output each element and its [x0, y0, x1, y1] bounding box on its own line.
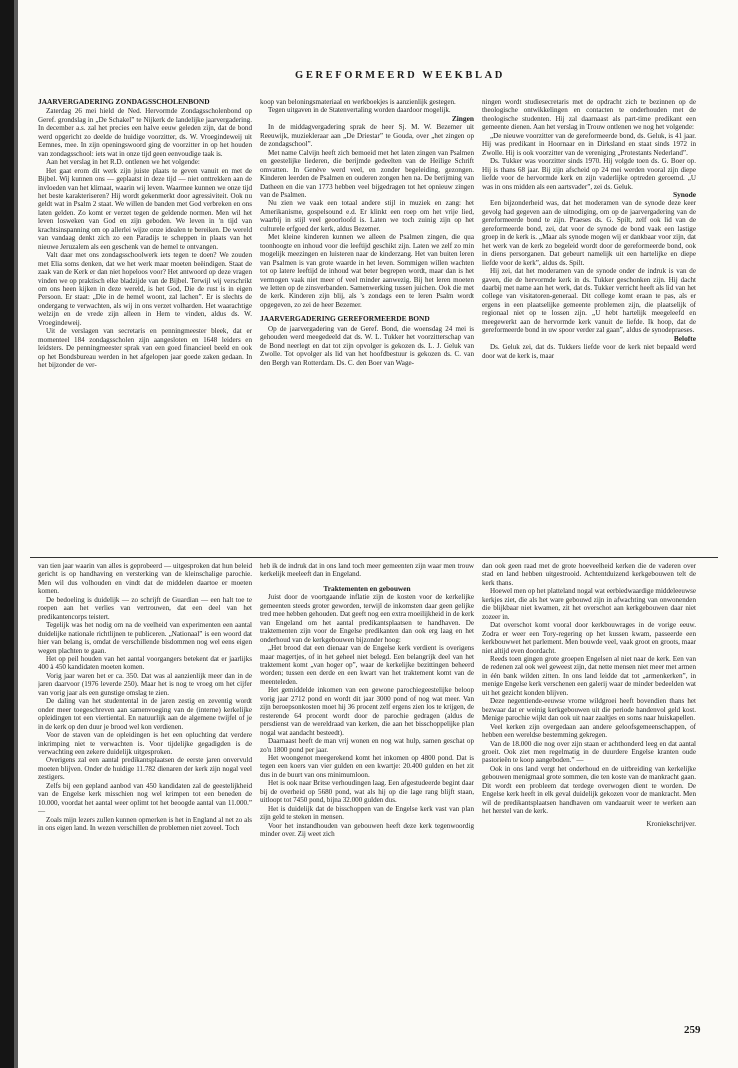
paragraph: Het is duidelijk dat de bisschoppen van de Engelse kerk vast van plan zijn geld te steken in mensen.: [260, 804, 474, 822]
paragraph: Tegen uitgaven in de Statenvertaling worden daardoor mogelijk.: [268, 106, 451, 115]
paragraph: dan ook geen raad met de grote hoeveelheid kerken die de vaderen over stad en land hebben uitgestrooid. Achtentduizend kerkgebouwen telt de kerk thans.: [482, 562, 696, 587]
paragraph: Voor het instandhouden van gebouwen heeft deze kerk tegenwoordig minder over. Zij weet zich: [260, 821, 474, 839]
paragraph: Overigens zal een aantal predikantsplaatsen de eerste jaren onvervuld moeten blijven. Onder de huidige 11.782 dienaren der kerk zijn nogal veel zestigers.: [38, 756, 252, 782]
paragraph: ningen wordt studiesecretaris met de opdracht zich te bezinnen op de theologische ontwikkelingen en contacten te onderhouden met de theologische studenten. Hij zal daarnaast als part-time predikant een gemeente dienen. Aan het verslag in Trouw ontlenen we nog het volgende:: [482, 98, 696, 132]
paragraph: Nu zien we vaak een totaal andere stijl in muziek en zang: het Amerikanisme, gospelsound e.d. Er klinkt een roep om het vrije lied, waarbij in stijl veel geoorloofd is. Laten we toch zuinig zijn op het culturele erfgoed der kerk, aldus Bezemer.: [260, 199, 474, 233]
bottom-column-2: [260, 562, 474, 1014]
paragraph: van tien jaar waarin van alles is geprobeerd — uitgesproken dat hun beleid gericht is op handhaving en versterking van de kleinschalige parochie. Men wil dus volhouden en vindt dat de middelen daartoe er moeten komen.: [38, 562, 252, 596]
page-number: 259: [684, 1024, 701, 1036]
paragraph: Aan het verslag in het R.D. ontlenen we het volgende:: [46, 158, 200, 167]
paragraph: Het gemiddelde inkomen van een gewone parochiegeestelijke beloop vorig jaar 2712 pond en wordt dit jaar 3000 pond of nog wat meer. Van zijn beroepsonkosten moet hij 36 procent zelf ergens zien los te krijgen, de resterende 64 procent wordt door de parochie gedragen (aldus de persdienst van de wereldraad van kerken, die aan het bisschoppelijke plan nogal wat aandacht besteedt).: [260, 686, 474, 737]
paragraph: Daarnaast heeft de man vrij wonen en nog wat hulp, samen geschat op zo'n 1800 pond per jaar.: [260, 737, 474, 754]
paragraph: Het woongenot meegerekend komt het inkomen op 4800 pond. Dat is tegen een koers van vier gulden en een kwartje: 20.400 gulden en het zit dus in de buurt van ons minimumloon.: [260, 753, 474, 779]
bottom-column-3: [482, 562, 696, 1014]
paragraph: Reeds toen gingen grote groepen Engelsen al niet naar de kerk. Een van de redenen zal ook wel geweest zijn, dat nette mensen niet meer met armen in één bank wilden zitten. In ons land leidde dat tot „armenkerken”, in menige Engelse kerk verschenen een galerij waar de minder bedeelden wat uit het gezicht konden blijven.: [482, 654, 696, 697]
paragraph: Op de jaarvergadering van de Geref. Bond, die woensdag 24 mei is gehouden werd meegedeeld dat ds. W. L. Tukker het voorzitterschap van de Bond neerlegt en dat tot zijn opvolger is gekozen ds. L. J. Geluk van Zwolle. Tot opvolger als lid van het hoofdbestuur is gekozen ds. C. van den Bergh van Rotterdam. Ds. C. den Boer van Wage-: [260, 324, 474, 367]
paragraph: Ds. Geluk zei, dat ds. Tukkers liefde voor de kerk niet bepaald werd door wat de kerk is, maar: [482, 343, 696, 360]
top-column-3: [482, 98, 696, 554]
paragraph: heb ik de indruk dat in ons land toch meer gemeenten zijn waar men trouw kerkelijk meeleeft dan in Engeland.: [260, 562, 474, 579]
paragraph: Het gaat erom dit werk zijn juiste plaats te geven vanuit en met de Bijbel. Wij kunnen ons — geplaatst in deze tijd — niet onttrekken aan de invloeden van het klimaat, waarin wij leven. Waarmee kunnen we onze tijd het beste karakteriseren? Hij wordt gekenmerkt door agressiviteit. Ook nu geldt wat in Psalm 2 staat. We willen de banden met God verbreken en ons laten gelden. Zo komt er verzet tegen de geldende normen. Men wil het leven losweken van God en zijn geboden. We leven in 'n tijd van krachtsinspanning om op allerlei wijze onze idealen te bereiken. De wereld van vandaag denkt zich zo een Paradijs te scheppen in plaats van het nieuwe Jeruzalem als een geschenk van de hemel te ontvangen.: [38, 166, 252, 251]
section-heading: Traktementen en gebouwen: [323, 583, 411, 593]
paragraph: Valt daar met ons zondagsschoolwerk iets tegen te doen? We zouden met Elia soms denken, dat we het werk maar moeten beëindigen. Staat de zaak van de Kerk er dan niet hopeloos voor? Het antwoord op deze vragen vinden we op praktisch elke bladzijde van de Bijbel. Terwijl wij verschrikt om ons heen kijken in deze wereld, is het God, Die de rust is in eigen Persoon. Er staat: „Die in de hemel woont, zal lachen”. Er is slechts de ondergang te verwachten, als wij in ons verzet volharden. Het waarachtige welzijn en de vrede zijn alleen in Hem te vinden, aldus ds. W. Vroegindeweij.: [38, 251, 252, 327]
author-signature: Kroniekschrijver.: [646, 819, 696, 828]
bottom-column-1: [38, 562, 252, 1014]
section-heading: Synode: [672, 189, 696, 199]
paragraph: koop van beloningsmateriaal en werkboekjes is aanzienlijk gestegen.: [260, 98, 456, 106]
paragraph: Tegelijk was het nodig om na de veelheid van experimenten een aantal duidelijke nationale richtlijnen te publiceren. „Nationaal” is een woord dat hier van belang is, omdat de verschillende bisdommen nog wel eens eigen wegen plachten te gaan.: [38, 621, 252, 655]
top-column-2: [260, 98, 474, 554]
paragraph: Ook in ons land vergt het onderhoud en de uitbreiding van kerkelijke gebouwen menigmaal grote sommen, die ten koste van de mankracht gaan. Dit wordt een probleem dat terdege overwogen dient te worden. De Engelse kerk heeft in elk geval duidelijk gekozen voor de mankracht. Men wil de predikantsplaatsen handhaven om vandaaruit weer te werken aan het herstel van de kerk.: [482, 764, 696, 816]
paragraph: Met kleine kinderen kunnen we alleen de Psalmen zingen, die qua toonhoogte en inhoud voor die leeftijd geschikt zijn. Laten we zelf zo min mogelijk meezingen en luisteren naar de kinderzang. Het van buiten leren van Psalmen is van grote waarde in het leven. Sommigen willen wachten tot op latere leeftijd de inhoud wat beter begrepen wordt, maar dan is het vermogen vaak niet meer of veel minder aanwezig. Bij het leren moeten we letten op de zinsverbanden. Samenwerking tussen juichen. Ook die met de kerk. Kinderen zijn blij, als 's zondags een te leren Psalm wordt opgegeven, zo zei de heer Bezemer.: [260, 233, 474, 309]
page-header: GEREFORMEERD WEEKBLAD: [295, 70, 505, 81]
paragraph: Veel kerken zijn overgedaan aan andere geloofsgemeenschappen, of hebben een wereldse bestemming gekregen.: [482, 722, 696, 740]
paragraph: De bedoeling is duidelijk — zo schrijft de Guardian — een halt toe te roepen aan het verlies van vertrouwen, dat een deel van het predikantencorps teistert.: [38, 595, 252, 621]
section-heading: Belofte: [673, 333, 696, 343]
article-title: JAARVERGADERING ZONDAGSSCHOLENBOND: [38, 98, 210, 106]
paragraph: Het op peil houden van het aantal voorgangers betekent dat er jaarlijks 400 à 450 kandidaten moeten komen.: [38, 654, 252, 672]
paragraph: Dat overschot komt vooral door kerkbouwrages in de vorige eeuw. Zodra er weer een Tory-regering op het kussen kwam, passeerde een kerkbouwwet het parlement. Men bouwde veel, vaak groot en groots, maar niet altijd even doordacht.: [482, 621, 696, 655]
paragraph: Uit de verslagen van secretaris en penningmeester bleek, dat er momenteel 184 zondagsscholen zijn aangesloten en 1648 leiders en leidsters. De penningmeester sprak van een goed financieel beeld en ook op het Bondsbureau werden in het afgelopen jaar goede zaken gedaan. In het bijzonder de ver-: [38, 327, 252, 370]
paragraph: Hij zei, dat het moderamen van de synode onder de indruk is van de gaven, die de hervormde kerk in ds. Tukker geschonken zijn. Hij dacht daarbij met name aan het werk, dat ds. Tukker verricht heeft als lid van het college van visitatoren-generaal. Dit college komt eraan te pas, als er ergens in een plaatselijke gemeente problemen zijn, die plaatselijk of regionaal niet op te lossen zijn. „U hebt hartelijk meegeleefd en meegewerkt aan de hervormde kerk vanuit de liefde. Ik hoop, dat de gereformeerde bond in uw spoor verder zal gaan”, aldus de synodepraeses.: [482, 267, 696, 335]
scan-edge-shadow: [14, 0, 18, 1068]
paragraph: Zelfs bij een gepland aanbod van 450 kandidaten zal de geestelijkheid van de Engelse kerk misschien nog wel krimpen tot een beneden de 10.000, voordat het aantal weer oplimt tot het beoogde aantal van 11.000.” —: [38, 781, 252, 816]
paragraph: „Het brood dat een dienaar van de Engelse kerk verdient is overigens maar magertjes, of in het geheel niet belegd. Een belangrijk deel van het traktement komt „van hoger op”, waar de kerkelijke bezittingen beheerd worden; tussen een derde en een kwart van het traktement komt van de meenteleden.: [260, 644, 474, 686]
paragraph: Juist door de voortgaande inflatie zijn de kosten voor de kerkelijke gemeenten steeds groter geworden, terwijl de inkomsten daar geen gelijke tred mee hebben gehouden. Dat geeft nog een extra moeilijkheid in de kerk van Engeland om het aantal predikantsplaatsen te handhaven. De traktementen zijn voor de Engelse predikanten dan ook erg laag en het onderhoud van de kerkgebouwen bijzonder hoog:: [260, 593, 474, 644]
section-divider: [30, 557, 718, 558]
paragraph: Deze negentiende-eeuwse vrome wildgroei heeft bovendien thans het bezwaar dat er weinig kerkgebouwen uit die periode handenvol geld kost. Menige parochie wijkt dan ook uit naar zaaltjes en soms naar huiskapellen.: [482, 697, 696, 723]
paragraph: Zaterdag 26 mei hield de Ned. Hervormde Zondagsscholenbond op Geref. grondslag in „De Schakel” te Nijkerk de landelijke jaarvergadering. In december a.s. zal het precies een halve eeuw geleden zijn, dat de bond werd opgericht zo deelde de huidige voorzitter, ds. W. Vroegindeweij uit Eemnes, mee. In zijn openingswoord ging de voorzitter in op het houden van zondagsschool: iets wat in onze tijd geen eenvoudige taak is.: [38, 107, 252, 158]
paragraph: In de middagvergadering sprak de heer Sj. M. W. Bezemer uit Reeuwijk, muziekleraar aan „De Driestar” te Gouda, over „het zingen op de zondagschool”.: [260, 123, 474, 149]
paragraph: Ds. Tukker was voorzitter sinds 1970. Hij volgde toen ds. G. Boer op. Hij is thans 68 jaar. Bij zijn afscheid op 24 mei werden vooral zijn diepe liefde voor de hervormde kerk en zijn vaderlijke optreden geroemd. „U was in ons midden als een aartsvader”, zei ds. Geluk.: [482, 157, 696, 191]
paragraph: Zoals mijn lezers zullen kunnen opmerken is het in England al net zo als in ons eigen land. In wezen verschillen de problemen niet zoveel. Toch: [38, 815, 252, 833]
paragraph: Vorig jaar waren het er ca. 350. Dat was al aanzienlijk meer dan in de jaren daarvoor (1976 leverde 250). Maar het is nog te vroeg om het cijfer van vorig jaar als een gunstige omslag te zien.: [38, 671, 252, 697]
paragraph: Voor de staven van de opleidingen is het een opluchting dat verdere inkrimping niet te verwachten is. Voor tijdelijke gegadigden is de verwachting een zekere duidelijk uitgesproken.: [38, 731, 252, 756]
paragraph: Van de 18.000 die nog over zijn staan er achthonderd leeg en dat aantal groeit. Ook ziet men regelmatig in de duurdere Engelse kranten oude pastorieën te koop aangeboden.” —: [482, 739, 696, 765]
paragraph: Een bijzonderheid was, dat het moderamen van de synode deze keer gevolg had gegeven aan de uitnodiging, om op de jaarvergadering van de gereformeerde bond te zijn. Praeses ds. G. Spilt, zelf ook lid van de gereformeerde bond, zei, dat voor de synode de bond vaak een lastige groep in de kerk is. „Maar als synode mogen wij er dankbaar voor zijn, dat het werk van de kerk zo begeleid wordt door de gereformeerde bond, ook in diens persorganen. Dat gebeurt namelijk uit een hartelijke en diepe liefde voor de kerk”, aldus ds. Spilt.: [482, 199, 696, 267]
section-heading: Zingen: [451, 113, 474, 123]
top-column-1: [38, 98, 252, 554]
paragraph: De daling van het studentental in de jaren zestig en zeventig wordt onder meer toegeschreven aan samenvoeging van de (interne) kerkelijke opleidingen tot een viertiental. En natuurlijk aan de algemene twijfel of je in de kerk op den duur je brood wel kon verdienen.: [38, 697, 252, 731]
paragraph: Hoewel men op het platteland nogal wat eerbiedwaardige middeleeuwse kerkjes ziet, die als het ware gebouwd zijn in afwachting van onwonenden die blijkbaar niet kwamen, zit het overschot aan kerkgebouwen daar niet zozeer in.: [482, 587, 696, 621]
paragraph: Het is ook naar Britse verhoudingen laag. Een afgestudeerde begint daar bij de overheid op 5680 pond, wat als hij op die lage rang blijft staan, uitloopt tot 7450 pond, bijna 32.000 gulden dus.: [260, 779, 474, 805]
paragraph: Met name Calvijn heeft zich bemoeid met het laten zingen van Psalmen en geestelijke liederen, die berijmde gedeelten van de Heilige Schrift omvatten. In Genève werd veel, en zonder begeleiding, gezongen. Kinderen leerden de Psalmen en ouderen zongen hen na. De berijming van Datheen en die van 1773 hebben veel bijgedragen tot het opnieuw zingen van de Psalmen.: [260, 148, 474, 199]
article-title: JAARVERGADERING GEREFORMEERDE BOND: [260, 314, 430, 324]
scan-edge: [0, 0, 14, 1068]
paragraph: „De nieuwe voorzitter van de gereformeerde bond, ds. Geluk, is 41 jaar. Hij was predikant in Hoornaar en in Dirksland en staat sinds 1972 in Zwolle. Hij is ook voorzitter van de vereniging „Protestants Nederland”.: [482, 131, 696, 157]
